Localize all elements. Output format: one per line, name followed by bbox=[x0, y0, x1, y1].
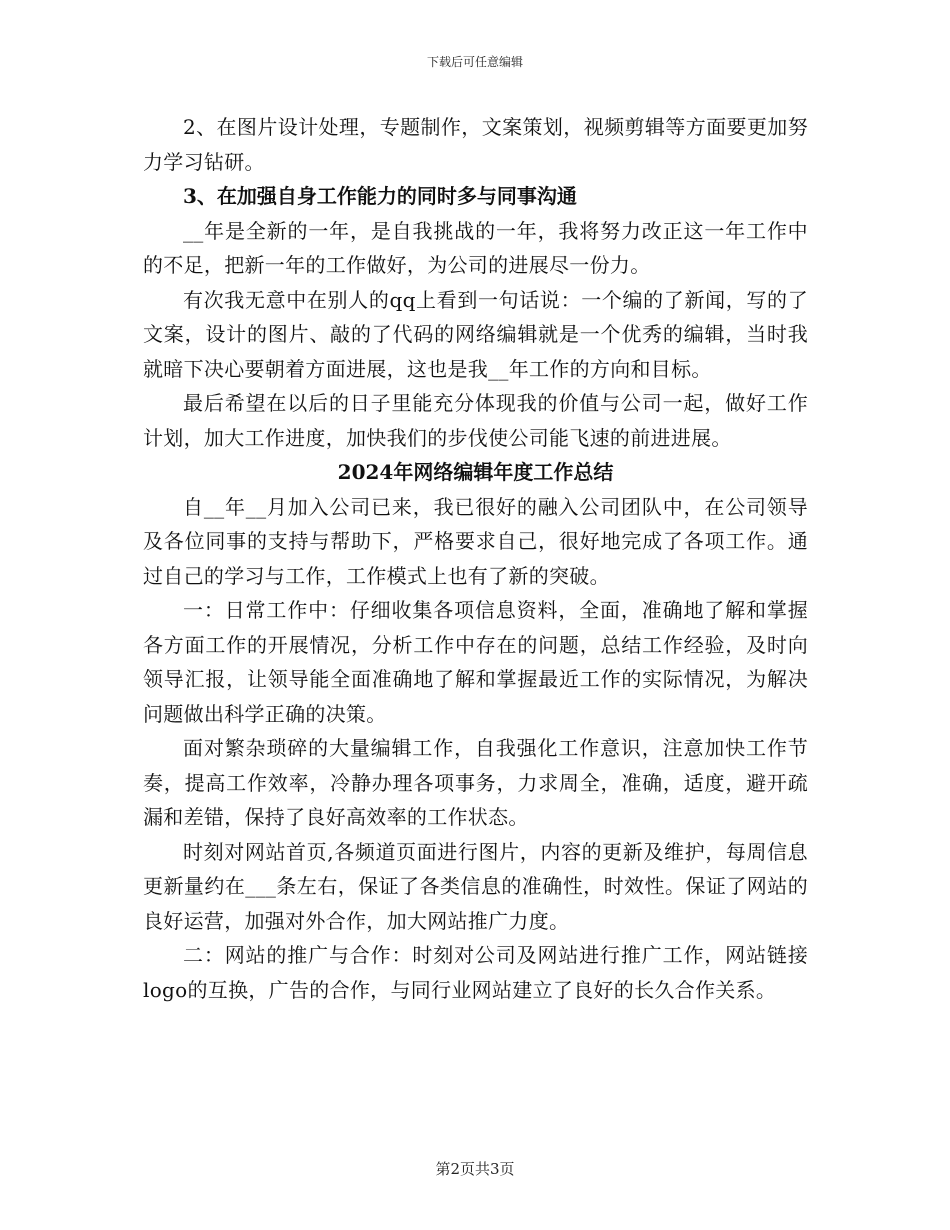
paragraph-editing-work: 面对繁杂琐碎的大量编辑工作，自我强化工作意识，注意加快工作节奏，提高工作效率，冷静办理各项事务，力求周全，准确，适度，避开疏漏和差错，保持了良好高效率的工作状态。 bbox=[143, 736, 808, 829]
paragraph-design-study: 2、在图片设计处理，专题制作，文案策划，视频剪辑等方面要更加努力学习钻研。 bbox=[143, 115, 808, 174]
paragraph-promotion: 二：网站的推广与合作：时刻对公司及网站进行推广工作，网站链接logo的互换，广告的合作，与同行业网站建立了良好的长久合作关系。 bbox=[143, 943, 808, 1002]
document-body bbox=[143, 110, 808, 1007]
paragraph-qq-quote: 有次我无意中在别人的qq上看到一句话说：一个编的了新闻，写的了文案，设计的图片、敲的了代码的网络编辑就是一个优秀的编辑，当时我就暗下决心要朝着方面进展，这也是我__年工作的方向和目标。 bbox=[143, 287, 808, 381]
paragraph-final-hope: 最后希望在以后的日子里能充分体现我的价值与公司一起，做好工作计划，加大工作进度，加快我们的步伐使公司能飞速的前进进展。 bbox=[143, 391, 808, 450]
paragraph-daily-work: 一：日常工作中：仔细收集各项信息资料，全面，准确地了解和掌握各方面工作的开展情况，分析工作中存在的问题，总结工作经验，及时向领导汇报，让领导能全面准确地了解和掌握最近工作的实际情况，为解决问题做出科学正确的决策。 bbox=[143, 598, 808, 726]
paragraph-site-updates: 时刻对网站首页,各频道页面进行图片，内容的更新及维护，每周信息更新量约在___条左右，保证了各类信息的准确性，时效性。保证了网站的良好运营，加强对外合作，加大网站推广力度。 bbox=[143, 839, 808, 933]
paragraph-new-year: __年是全新的一年，是自我挑战的一年，我将努力改正这一年工作中的不足，把新一年的工作做好，为公司的进展尽一份力。 bbox=[143, 218, 808, 277]
heading-communication: 3、在加强自身工作能力的同时多与同事沟通 bbox=[183, 184, 577, 208]
page-header: 下载后可任意编辑 bbox=[426, 55, 523, 69]
page-footer: 第2页共3页 bbox=[435, 1160, 515, 1178]
document-title: 2024年网络编辑年度工作总结 bbox=[337, 460, 614, 484]
paragraph-joined-company: 自__年__月加入公司已来，我已很好的融入公司团队中，在公司领导及各位同事的支持与帮助下，严格要求自己，很好地完成了各项工作。通过自己的学习与工作，工作模式上也有了新的突破。 bbox=[143, 494, 808, 588]
